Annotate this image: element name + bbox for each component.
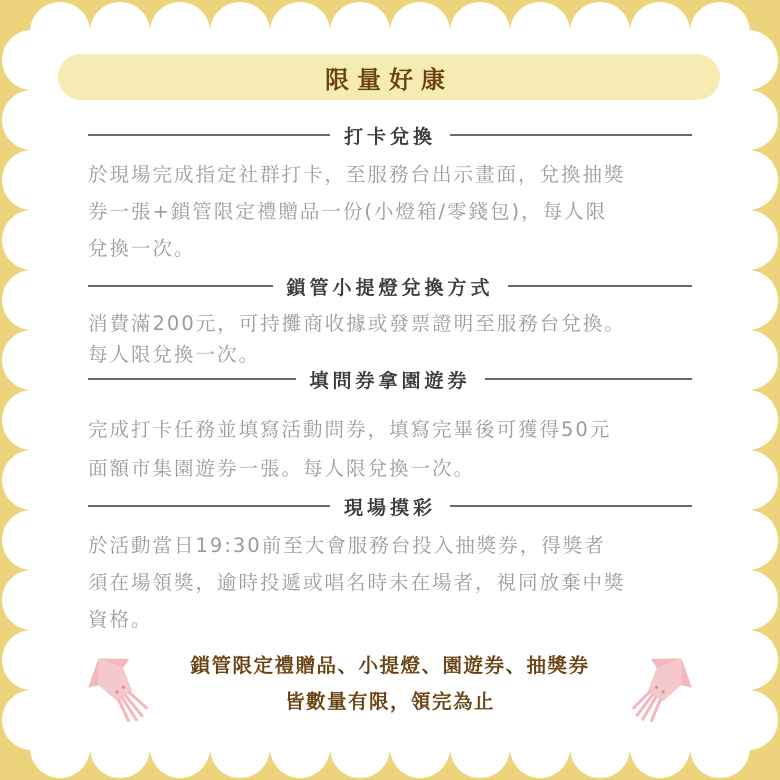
squid-icon — [626, 648, 696, 728]
body-line: 兌換一次。 — [88, 237, 196, 260]
body-line: 消費滿200元，可持攤商收據或發票證明至服務台兌換。 — [88, 312, 626, 335]
divider-line — [88, 134, 330, 136]
divider-line — [450, 134, 692, 136]
section-body-survey — [88, 410, 698, 488]
footer-note-line2: 皆數量有限，領完為止 — [284, 690, 495, 713]
page-title: 限量好康 — [325, 65, 453, 94]
section-body-lottery — [88, 527, 698, 638]
section-heading-label: 打卡兌換 — [344, 125, 437, 148]
body-line: 於現場完成指定社群打卡，至服務台出示畫面，兌換抽獎 — [88, 163, 626, 186]
body-line: 資格。 — [88, 608, 153, 631]
section-body-lantern — [88, 308, 698, 370]
body-line: 券一張+鎖管限定禮贈品一份(小燈箱/零錢包)，每人限 — [88, 200, 608, 223]
divider-line — [88, 285, 273, 287]
section-heading-lantern — [88, 271, 692, 301]
body-line: 於活動當日19:30前至大會服務台投入抽獎券，得獎者 — [88, 534, 606, 557]
title-banner — [58, 54, 720, 100]
squid-icon — [84, 648, 154, 728]
section-heading-label: 鎖管小提燈兌換方式 — [286, 276, 494, 299]
section-body-checkin — [88, 156, 698, 267]
section-heading-label: 填問券拿園遊券 — [309, 369, 471, 392]
section-heading-label: 現場摸彩 — [344, 496, 437, 519]
divider-line — [88, 378, 296, 380]
divider-line — [450, 505, 692, 507]
body-line: 每人限兌換一次。 — [88, 343, 261, 366]
footer-note-line1: 鎖管限定禮贈品、小提燈、園遊券、抽獎券 — [190, 654, 590, 677]
divider-line — [485, 378, 693, 380]
body-line: 面額市集園遊券一張。每人限兌換一次。 — [88, 457, 476, 480]
section-heading-survey — [88, 364, 692, 394]
body-line: 須在場領獎，逾時投遞或唱名時未在場者，視同放棄中獎 — [88, 571, 626, 594]
body-line: 完成打卡任務並填寫活動問券，填寫完畢後可獲得50元 — [88, 418, 612, 441]
section-heading-lottery — [88, 491, 692, 521]
section-heading-checkin — [88, 120, 692, 150]
divider-line — [88, 505, 330, 507]
divider-line — [508, 285, 693, 287]
